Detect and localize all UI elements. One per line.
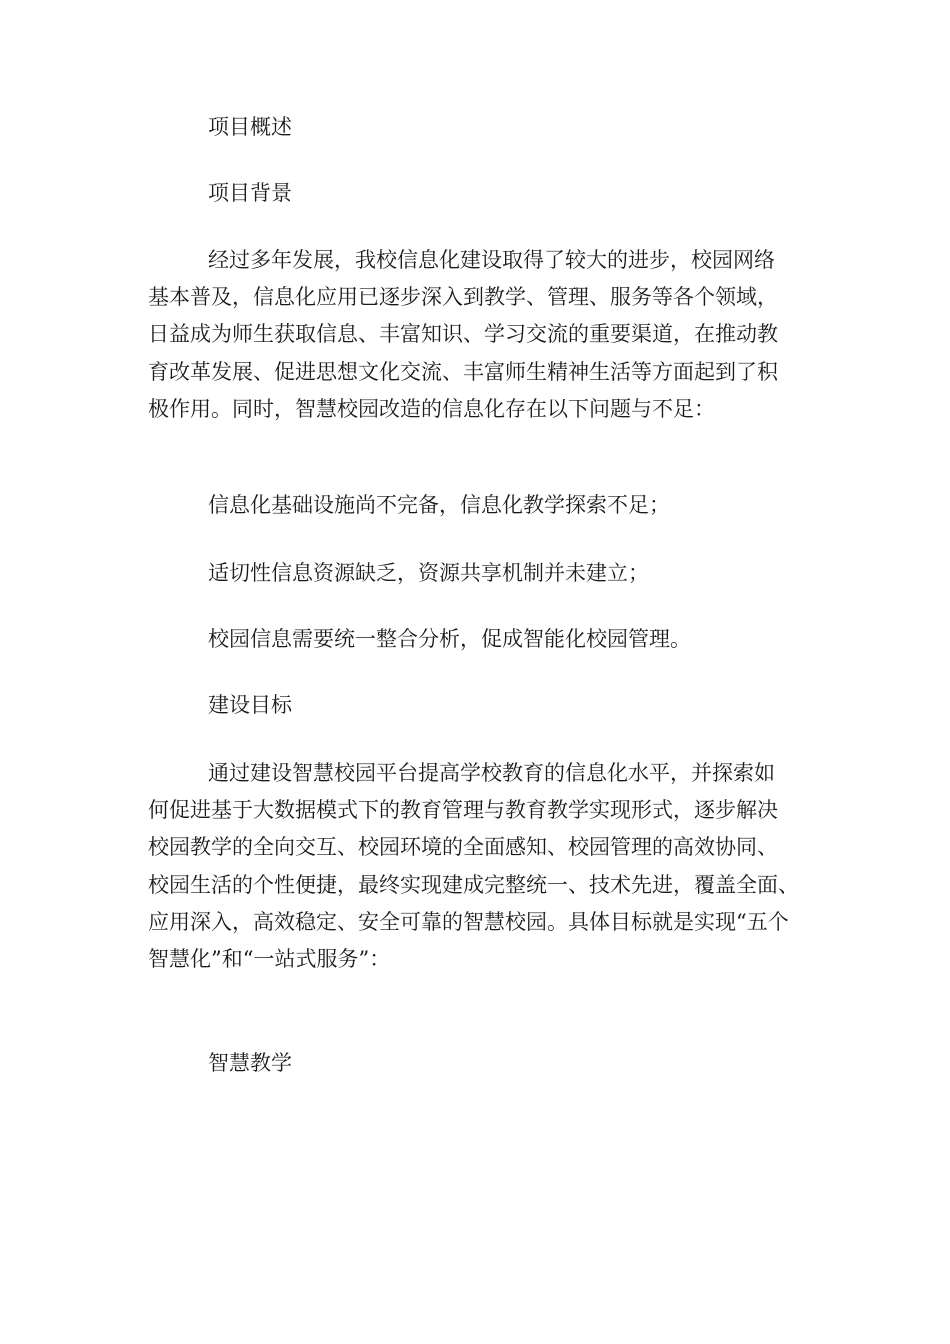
goals-line: 校园教学的全向交互、校园环境的全面感知、校园管理的高效协同、 bbox=[148, 835, 778, 860]
heading-goals: 建设目标 bbox=[208, 693, 292, 717]
goals-line: 应用深入，高效稳定、安全可靠的智慧校园。具体目标就是实现“五个 bbox=[148, 909, 789, 934]
heading-smart-teaching: 智慧教学 bbox=[208, 1051, 292, 1075]
heading-overview: 项目概述 bbox=[208, 115, 292, 139]
issue-item: 校园信息需要统一整合分析，促成智能化校园管理。 bbox=[208, 627, 691, 651]
background-line: 极作用。同时，智慧校园改造的信息化存在以下问题与不足： bbox=[148, 396, 715, 421]
background-line: 基本普及，信息化应用已逐步深入到教学、管理、服务等各个领域， bbox=[148, 285, 778, 310]
background-line: 日益成为师生获取信息、丰富知识、学习交流的重要渠道，在推动教 bbox=[148, 322, 778, 347]
goals-line: 校园生活的个性便捷，最终实现建成完整统一、技术先进，覆盖全面、 bbox=[148, 872, 799, 897]
background-line: 经过多年发展，我校信息化建设取得了较大的进步，校园网络 bbox=[208, 248, 775, 272]
heading-background: 项目背景 bbox=[208, 181, 292, 205]
issue-item: 信息化基础设施尚不完备，信息化教学探索不足； bbox=[208, 493, 670, 517]
background-line: 育改革发展、促进思想文化交流、丰富师生精神生活等方面起到了积 bbox=[148, 359, 778, 384]
goals-line: 智慧化”和“一站式服务”： bbox=[148, 946, 391, 971]
background-paragraph bbox=[148, 249, 778, 435]
goals-line: 何促进基于大数据模式下的教育管理与教育教学实现形式，逐步解决 bbox=[148, 798, 778, 823]
goals-paragraph bbox=[148, 762, 799, 985]
goals-line: 通过建设智慧校园平台提高学校教育的信息化水平，并探索如 bbox=[208, 761, 775, 785]
issue-item: 适切性信息资源缺乏，资源共享机制并未建立； bbox=[208, 561, 649, 585]
